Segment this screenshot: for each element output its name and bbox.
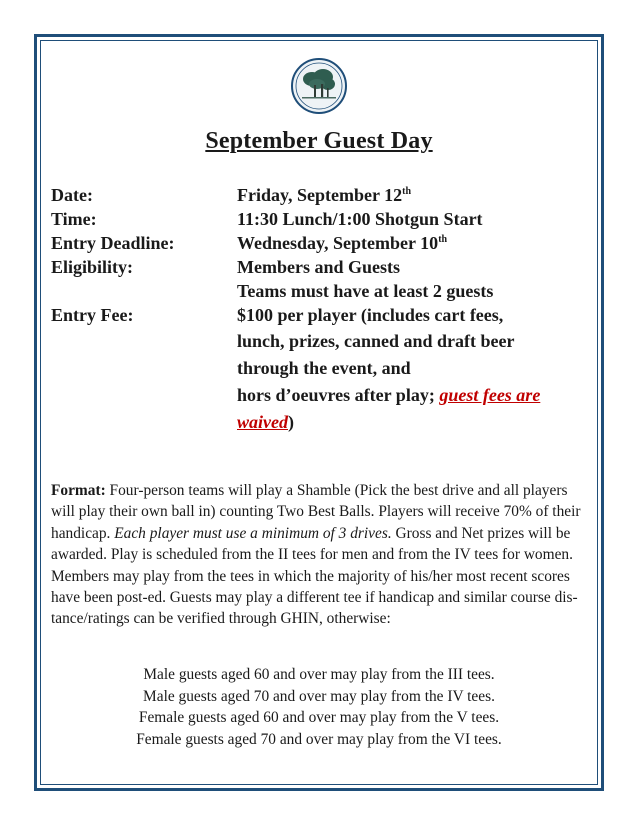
eligibility-label: Eligibility: xyxy=(51,257,134,277)
format-label: Format: xyxy=(51,482,106,499)
tee-rule: Female guests aged 60 and over may play from the V tees. xyxy=(138,709,500,727)
fee-label: Entry Fee: xyxy=(51,305,134,325)
guest-fees-waived-text: guest fees are xyxy=(439,385,541,405)
fee-value-3: through the event, and xyxy=(237,358,411,378)
eligibility-value: Members and Guests xyxy=(237,257,400,277)
tee-rules-list xyxy=(0,664,638,750)
waived-text: waived xyxy=(237,412,288,432)
page-title: September Guest Day xyxy=(205,128,433,154)
date-value: Friday, September 12th xyxy=(237,185,412,205)
date-label: Date: xyxy=(51,185,93,205)
fee-value-4: hors d’oeuvres after play; guest fees are xyxy=(237,385,541,405)
time-value: 11:30 Lunch/1:00 Shotgun Start xyxy=(237,209,483,229)
tee-rule: Male guests aged 60 and over may play from the III tees. xyxy=(143,666,495,683)
format-paragraph: Format: Four-person teams will play a Shamble (Pick the best drive and all players will play their own ball in) counting Two Best Balls. Players will receive 70% of their handicap. Each player must use a minimum of 3 drives. Gross and Net prizes will be awarded. Play is scheduled from the II tees for men and from the IV tees for women. Members may play from the tees in which the majority of his/her most recent scores have been post-ed. Guests may play a different tee if handicap and similar course dis-tance/ratings can be verified through GHIN, otherwise: xyxy=(51,482,581,628)
tee-rule: Male guests aged 70 and over may play from the IV tees. xyxy=(143,687,495,705)
fee-value-2: lunch, prizes, canned and draft beer xyxy=(237,331,515,351)
eligibility-note: Teams must have at least 2 guests xyxy=(237,281,494,301)
fee-value-1: $100 per player (includes cart fees, xyxy=(237,305,504,325)
deadline-value: Wednesday, September 10th xyxy=(237,233,448,253)
tee-rule: Female guests aged 70 and over may play from the VI tees. xyxy=(136,730,502,748)
deadline-label: Entry Deadline: xyxy=(51,233,175,253)
time-label: Time: xyxy=(51,209,97,229)
club-logo-icon xyxy=(290,57,348,115)
fee-value-5: waived) xyxy=(237,412,294,432)
drive-rule: Each player must use a minimum of 3 drives. xyxy=(114,524,392,542)
